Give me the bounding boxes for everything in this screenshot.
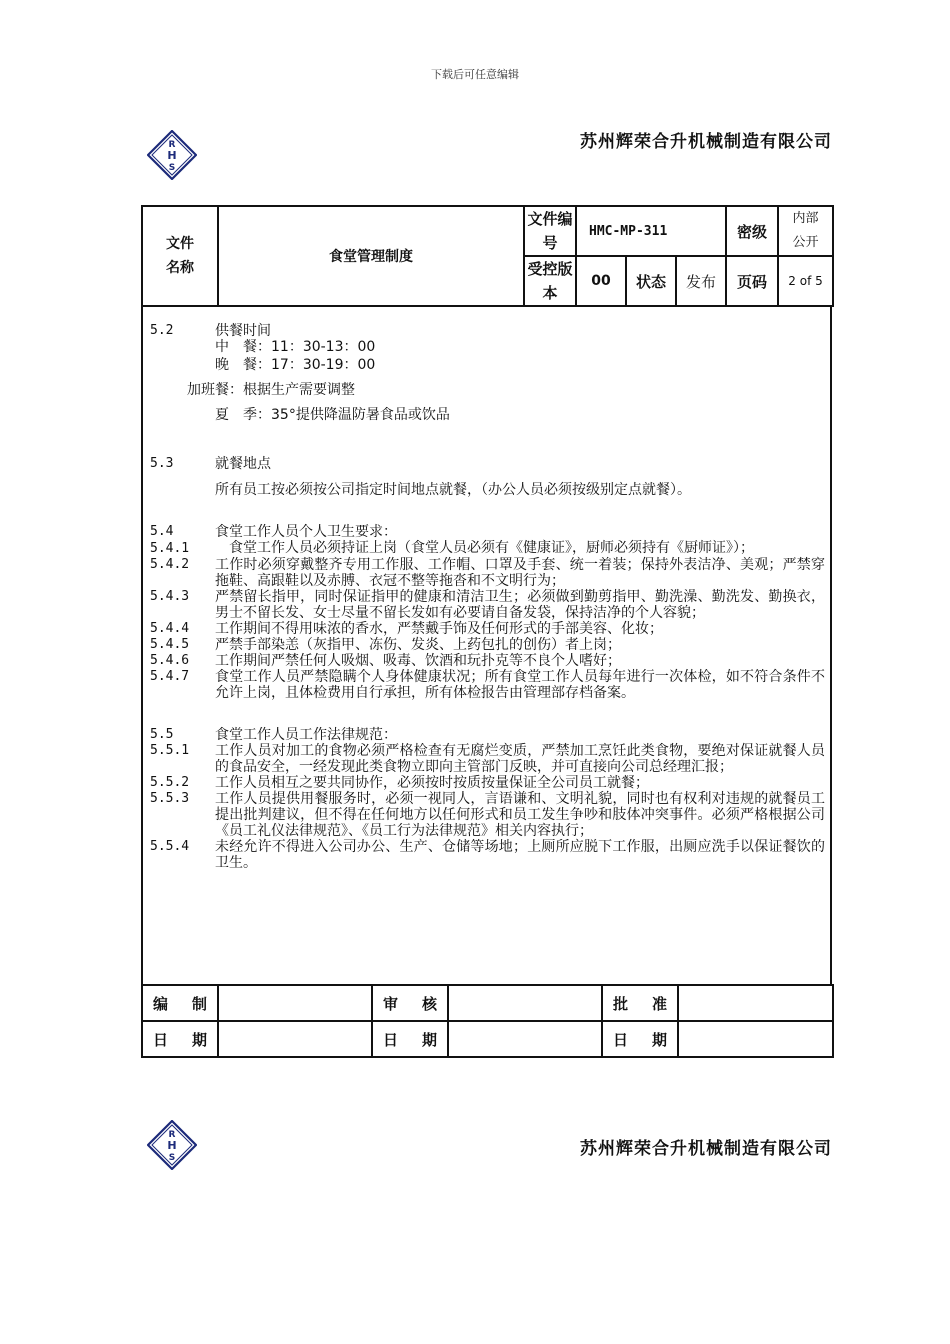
- section-5-2-heading: [150, 323, 825, 339]
- logo-letter-s: S: [168, 1153, 176, 1163]
- section-5-5-heading: [150, 727, 825, 743]
- section-number: 5.4: [150, 524, 174, 539]
- page-value: 2 of 5: [778, 256, 833, 306]
- list-item: 5.4.5 严禁手部染恙（灰指甲、冻伤、发炎、上药包扎的创伤）者上岗；: [150, 637, 621, 653]
- watermark: 下载后可任意编辑: [431, 68, 519, 81]
- company-name-bottom: 苏州辉荣合升机械制造有限公司: [580, 1139, 832, 1159]
- company-logo: [147, 130, 197, 180]
- list-item: 5.4.2 工作时必须穿戴整齐专用工作服、工作帽、口罩及手套、统一着装；保持外表洁净、美观；严禁穿拖鞋、高跟鞋以及赤膊、衣冠不整等拖沓和不文明行为；: [150, 557, 825, 589]
- logo-letter-h: H: [167, 1139, 177, 1152]
- section-title: 供餐时间: [215, 323, 271, 339]
- version-label: 受控版本: [524, 256, 576, 306]
- list-item: 5.4.1 食堂工作人员必须持证上岗（食堂人员必须有《健康证》，厨师必须持有《厨师证》）；: [150, 540, 754, 556]
- status-label: 状态: [626, 256, 676, 306]
- file-name-label: 文件 名称: [142, 206, 218, 306]
- doc-no: HMC-MP-311: [576, 206, 726, 256]
- list-item: 5.5.4 未经允许不得进入公司办公、生产、仓储等场地；上厕所应脱下工作服，出厕应洗手以保证餐饮的卫生。: [150, 839, 825, 871]
- logo-letter-h: H: [167, 149, 177, 162]
- lunch-time: 中 餐：11：30-13：00: [215, 339, 376, 355]
- list-item: 5.4.3 严禁留长指甲，同时保证指甲的健康和清洁卫生；必须做到勤剪指甲、勤洗澡、勤洗发、勤换衣，男士不留长发、女士尽量不留长发如有必要请自备发袋，保持洁净的个人容貌；: [150, 589, 825, 621]
- dinner-time: 晚 餐：17：30-19：00: [215, 357, 376, 373]
- prepared-date-field: [218, 1021, 372, 1057]
- security-value: 内部公开: [778, 206, 833, 256]
- reviewed-date-field: [448, 1021, 602, 1057]
- section-5-3-heading: [150, 456, 825, 472]
- summer-provision: 夏 季：35°提供降温防暑食品或饮品: [215, 407, 450, 423]
- approved-date-field: [678, 1021, 833, 1057]
- list-item: 5.4.4 工作期间不得用味浓的香水，严禁戴手饰及任何形式的手部美容、化妆；: [150, 621, 663, 637]
- company-name-top: 苏州辉荣合升机械制造有限公司: [580, 132, 832, 152]
- company-logo-bottom: [147, 1120, 197, 1170]
- section-5-4-heading: [150, 524, 825, 540]
- list-item: 5.4.7 食堂工作人员严禁隐瞒个人身体健康状况；所有食堂工作人员每年进行一次体检，如不符合条件不允许上岗，且体检费用自行承担，所有体检报告由管理部存档备案。: [150, 669, 825, 701]
- reviewed-by-field: [448, 985, 602, 1021]
- prepared-by-field: [218, 985, 372, 1021]
- version-value: 00: [576, 256, 626, 306]
- approved-by-label: 批 准: [602, 985, 678, 1021]
- section-title: 食堂工作人员工作法律规范：: [215, 727, 397, 743]
- header-table: [141, 205, 834, 307]
- prepared-date-label: 日 期: [142, 1021, 218, 1057]
- section-number: 5.2: [150, 323, 174, 338]
- list-item: 5.5.2 工作人员相互之要共同协作，必须按时按质按量保证全公司员工就餐；: [150, 775, 649, 791]
- reviewed-by-label: 审 核: [372, 985, 448, 1021]
- list-item: 5.4.6 工作期间严禁任何人吸烟、吸毒、饮酒和玩扑克等不良个人嗜好；: [150, 653, 621, 669]
- document-body: [150, 323, 825, 871]
- document-title: 食堂管理制度: [218, 206, 524, 306]
- section-title: 食堂工作人员个人卫生要求：: [215, 524, 397, 540]
- dining-location-text: 所有员工按必须按公司指定时间地点就餐，（办公人员必须按级别定点就餐）。: [215, 482, 691, 498]
- page-label: 页码: [726, 256, 778, 306]
- section-title: 就餐地点: [215, 456, 271, 472]
- logo-letter-r: R: [168, 140, 176, 150]
- doc-no-label: 文件编号: [524, 206, 576, 256]
- section-number: 5.3: [150, 456, 174, 471]
- section-number: 5.5: [150, 727, 174, 742]
- approved-by-field: [678, 985, 833, 1021]
- prepared-by-label: 编 制: [142, 985, 218, 1021]
- logo-letter-s: S: [168, 163, 176, 173]
- overtime-meal: 加班餐：根据生产需要调整: [187, 382, 355, 398]
- logo-letter-r: R: [168, 1130, 176, 1140]
- status-value: 发布: [676, 256, 726, 306]
- reviewed-date-label: 日 期: [372, 1021, 448, 1057]
- approved-date-label: 日 期: [602, 1021, 678, 1057]
- list-item: 5.5.1 工作人员对加工的食物必须严格检查有无腐烂变质，严禁加工烹饪此类食物，要绝对保证就餐人员的食品安全，一经发现此类食物立即向主管部门反映，并可直接向公司总经理汇报；: [150, 743, 825, 775]
- list-item: 5.5.3 工作人员提供用餐服务时，必须一视同人，言语谦和、文明礼貌，同时也有权利对违规的就餐员工提出批判建议，但不得在任何地方以任何形式和员工发生争吵和肢体冲突事件。必须严格根据公司《员工礼仪法律规范》、《员工行为法律规范》相关内容执行；: [150, 791, 825, 839]
- security-label: 密级: [726, 206, 778, 256]
- signature-table: [141, 984, 834, 1058]
